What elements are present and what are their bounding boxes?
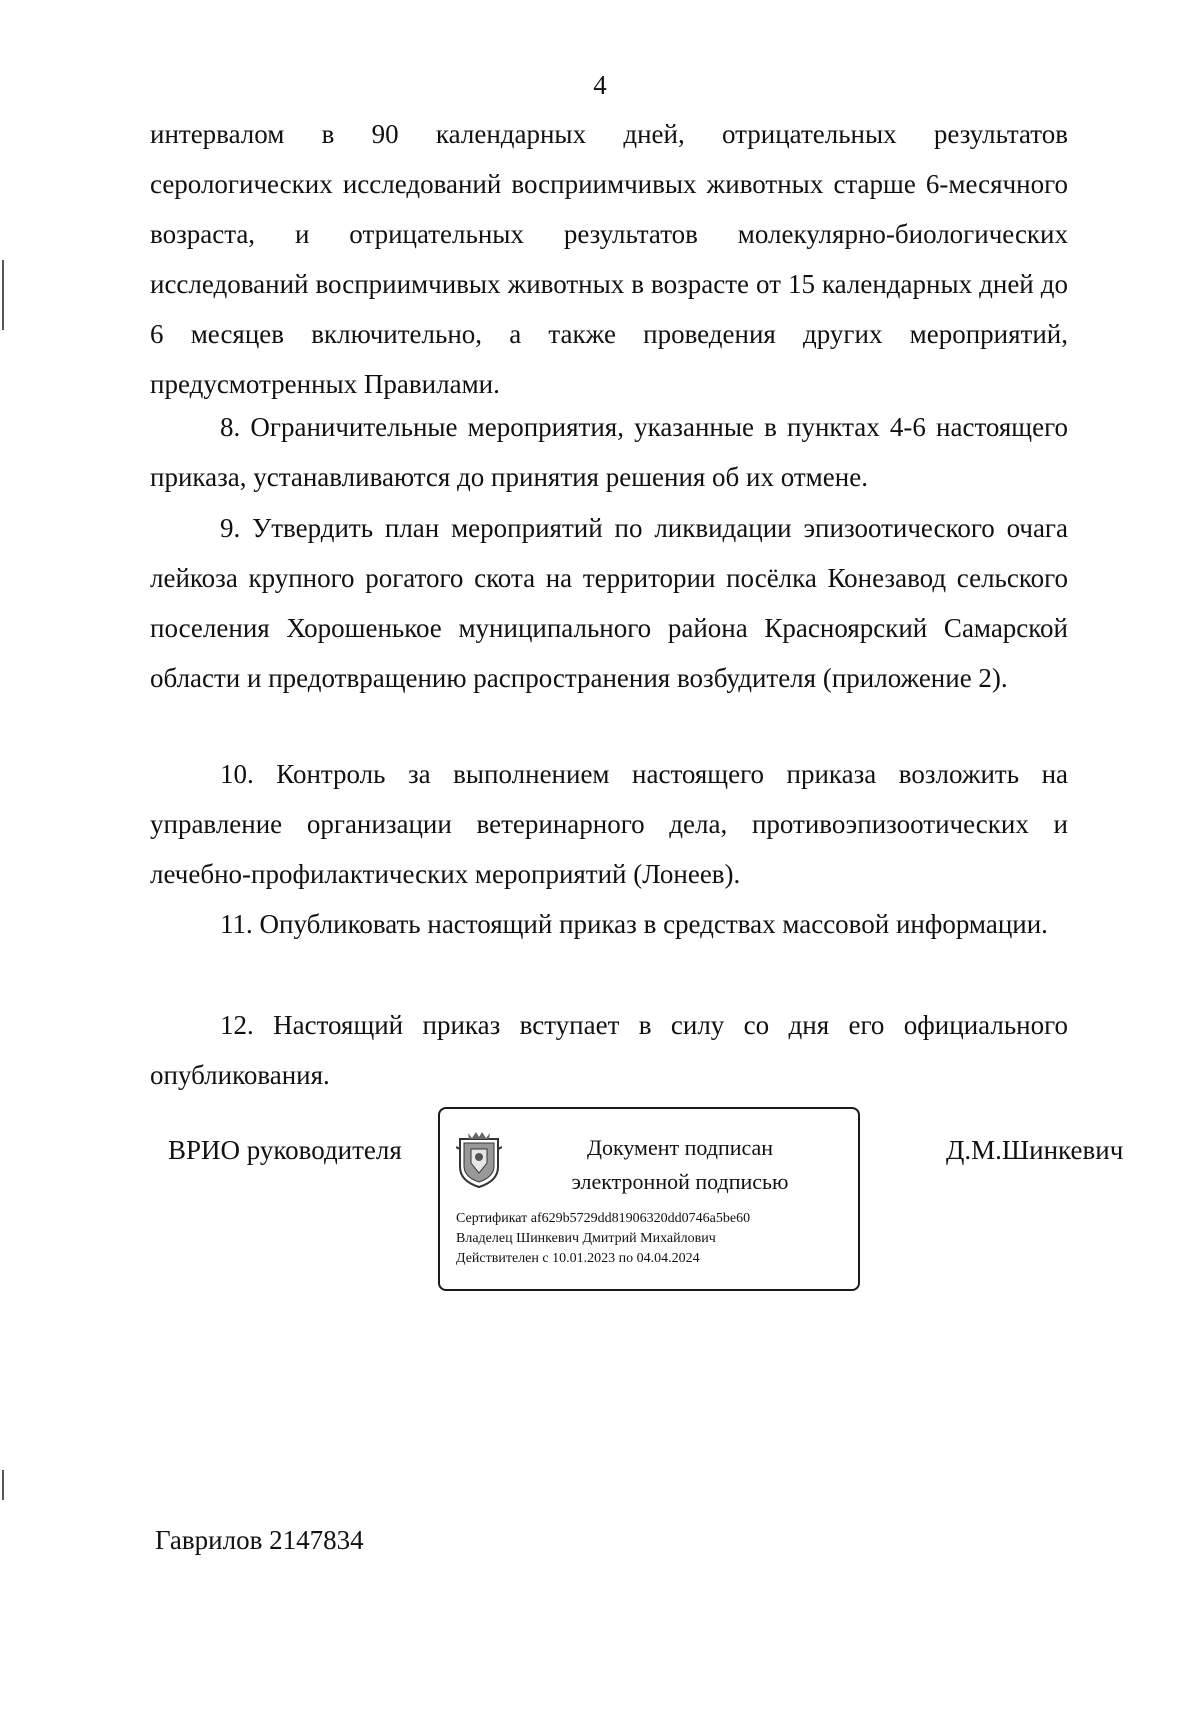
coat-of-arms-icon — [456, 1129, 502, 1189]
paragraph-item-9: 9. Утвердить план мероприятий по ликвидации эпизоотического очага лейкоза крупного рогатого скота на территории посёлка Конезавод сельского поселения Хорошенькое муниципального района Красноярский Самарской области и предотвращению распространения возбудителя (приложение 2). — [150, 513, 1068, 693]
stamp-heading — [510, 1131, 850, 1199]
paragraph-item-11: 11. Опубликовать настоящий приказ в средствах массовой информации. — [220, 909, 1048, 939]
paragraph-item-8: 8. Ограничительные мероприятия, указанные в пунктах 4-6 настоящего приказа, устанавливаются до принятия решения об их отмене. — [150, 412, 1068, 492]
electronic-signature-stamp — [438, 1107, 860, 1291]
paragraph-continuation: интервалом в 90 календарных дней, отрицательных результатов серологических исследований восприимчивых животных старше 6-месячного возраста, и отрицательных результатов молекулярно-биологических исследований восприимчивых животных в возрасте от 15 календарных дней до 6 месяцев включительно, а также проведения других мероприятий, предусмотренных Правилами. — [150, 119, 1068, 399]
certificate-number: Сертификат af629b5729dd81906320dd0746a5be60 — [456, 1211, 751, 1226]
page-number: 4 — [593, 70, 607, 100]
paragraph-item-10: 10. Контроль за выполнением настоящего приказа возложить на управление организации ветеринарного дела, противоэпизоотических и лечебно-профилактических мероприятий (Лонеев). — [150, 759, 1068, 889]
certificate-owner: Владелец Шинкевич Дмитрий Михайлович — [456, 1231, 716, 1246]
stamp-details — [456, 1209, 750, 1269]
paragraph-item-12: 12. Настоящий приказ вступает в силу со дня его официального опубликования. — [150, 1010, 1068, 1090]
scan-margin-mark — [2, 1470, 4, 1500]
signer-name: Д.М.Шинкевич — [946, 1135, 1124, 1165]
certificate-validity: Действителен с 10.01.2023 по 04.04.2024 — [456, 1251, 700, 1266]
signer-position: ВРИО руководителя — [168, 1135, 402, 1165]
stamp-heading-line-2: электронной подписью — [571, 1169, 789, 1194]
scan-margin-mark — [2, 260, 4, 330]
executor-info: Гаврилов 2147834 — [155, 1525, 364, 1555]
stamp-heading-line-1: Документ подписан — [586, 1135, 774, 1160]
